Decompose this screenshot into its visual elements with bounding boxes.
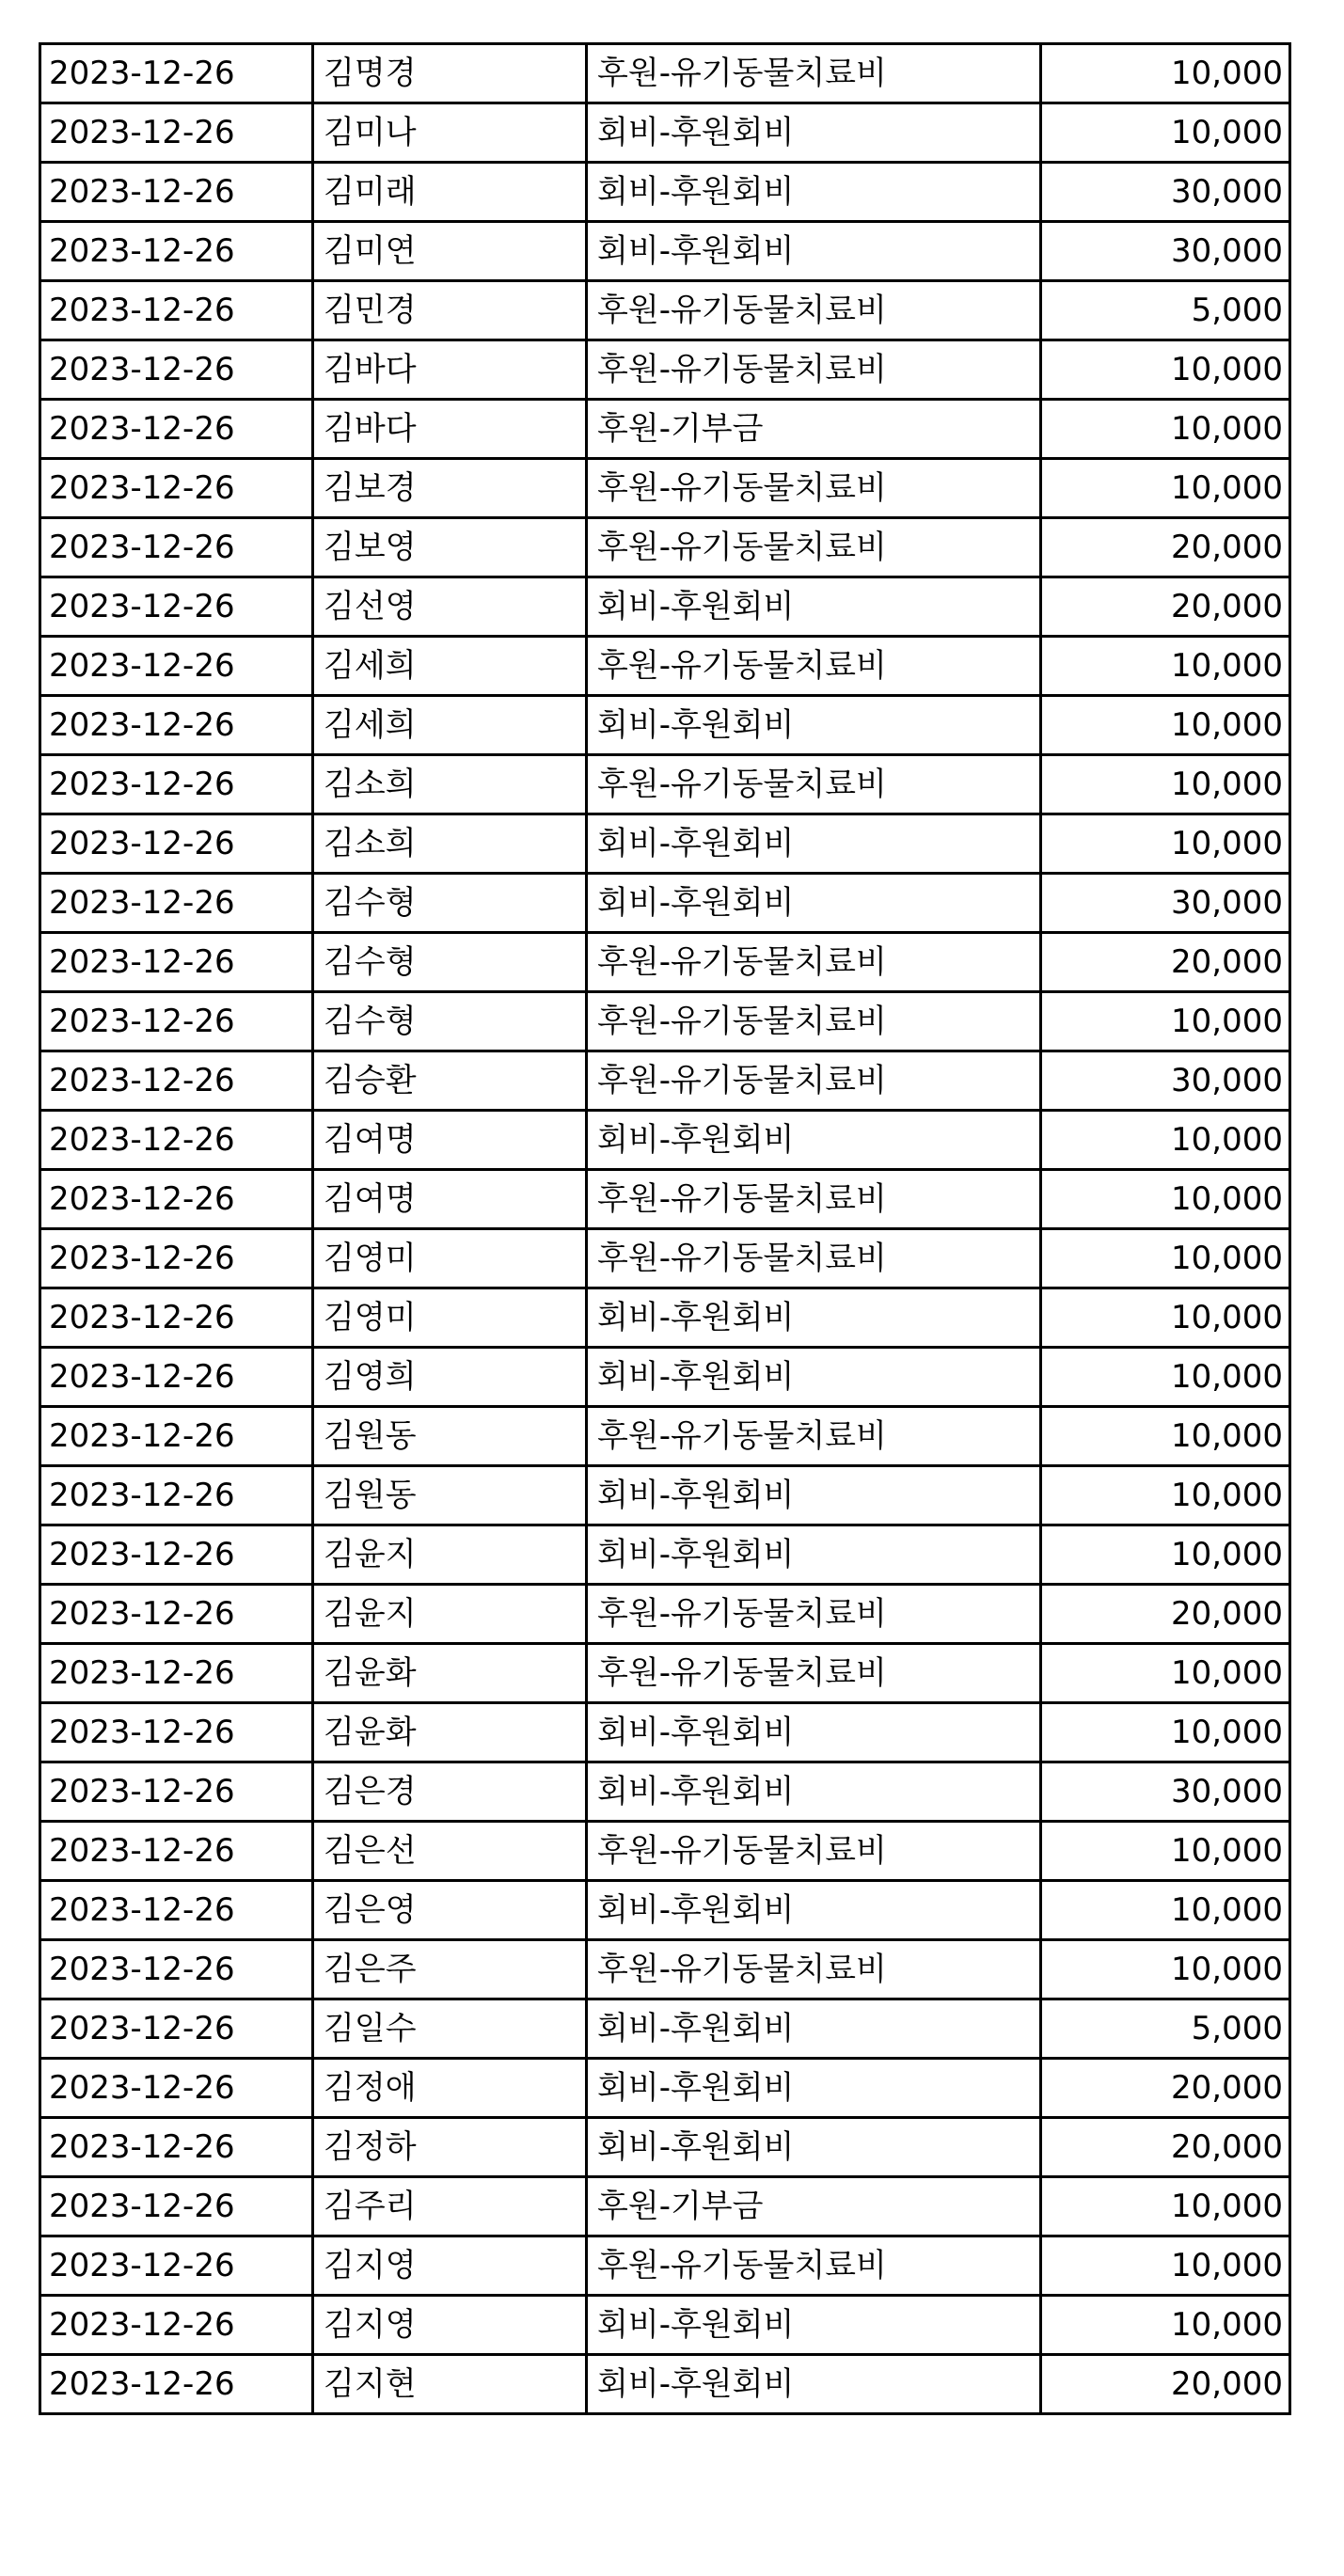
table-row xyxy=(40,1407,1290,1466)
category-cell: 후원-유기동물치료비 xyxy=(587,2236,1041,2296)
donor-name-cell: 김윤지 xyxy=(313,1585,587,1644)
date-cell: 2023-12-26 xyxy=(40,2118,313,2177)
table-row xyxy=(40,1703,1290,1762)
date-cell: 2023-12-26 xyxy=(40,1525,313,1585)
table-row xyxy=(40,459,1290,518)
table-row xyxy=(40,2177,1290,2236)
donor-name-cell: 김일수 xyxy=(313,1999,587,2059)
table-row xyxy=(40,2296,1290,2355)
donor-name-cell: 김미나 xyxy=(313,103,587,163)
date-cell: 2023-12-26 xyxy=(40,874,313,933)
amount-cell: 10,000 xyxy=(1041,2296,1290,2355)
date-cell: 2023-12-26 xyxy=(40,281,313,340)
amount-cell: 5,000 xyxy=(1041,281,1290,340)
date-cell: 2023-12-26 xyxy=(40,992,313,1051)
donor-name-cell: 김소희 xyxy=(313,755,587,814)
table-row xyxy=(40,281,1290,340)
table-row xyxy=(40,755,1290,814)
date-cell: 2023-12-26 xyxy=(40,814,313,874)
table-row xyxy=(40,1288,1290,1348)
donor-name-cell: 김수형 xyxy=(313,992,587,1051)
table-row xyxy=(40,1881,1290,1940)
table-row xyxy=(40,874,1290,933)
table-row xyxy=(40,163,1290,222)
category-cell: 회비-후원회비 xyxy=(587,814,1041,874)
donor-name-cell: 김지영 xyxy=(313,2296,587,2355)
amount-cell: 30,000 xyxy=(1041,874,1290,933)
amount-cell: 10,000 xyxy=(1041,1703,1290,1762)
date-cell: 2023-12-26 xyxy=(40,163,313,222)
donor-name-cell: 김여명 xyxy=(313,1111,587,1170)
date-cell: 2023-12-26 xyxy=(40,340,313,400)
category-cell: 회비-후원회비 xyxy=(587,103,1041,163)
date-cell: 2023-12-26 xyxy=(40,1051,313,1111)
table-row xyxy=(40,400,1290,459)
table-row xyxy=(40,2118,1290,2177)
category-cell: 후원-유기동물치료비 xyxy=(587,518,1041,577)
table-row xyxy=(40,2355,1290,2414)
date-cell: 2023-12-26 xyxy=(40,637,313,696)
category-cell: 후원-기부금 xyxy=(587,2177,1041,2236)
date-cell: 2023-12-26 xyxy=(40,1170,313,1229)
date-cell: 2023-12-26 xyxy=(40,2177,313,2236)
table-row xyxy=(40,1466,1290,1525)
amount-cell: 10,000 xyxy=(1041,1822,1290,1881)
date-cell: 2023-12-26 xyxy=(40,222,313,281)
category-cell: 후원-유기동물치료비 xyxy=(587,637,1041,696)
donor-name-cell: 김정애 xyxy=(313,2059,587,2118)
date-cell: 2023-12-26 xyxy=(40,1762,313,1822)
donor-name-cell: 김은영 xyxy=(313,1881,587,1940)
table-row xyxy=(40,44,1290,103)
category-cell: 후원-유기동물치료비 xyxy=(587,1644,1041,1703)
date-cell: 2023-12-26 xyxy=(40,2355,313,2414)
category-cell: 후원-유기동물치료비 xyxy=(587,44,1041,103)
amount-cell: 20,000 xyxy=(1041,2059,1290,2118)
table-row xyxy=(40,1051,1290,1111)
amount-cell: 10,000 xyxy=(1041,1111,1290,1170)
amount-cell: 10,000 xyxy=(1041,2236,1290,2296)
table-row xyxy=(40,103,1290,163)
amount-cell: 10,000 xyxy=(1041,637,1290,696)
category-cell: 후원-유기동물치료비 xyxy=(587,459,1041,518)
table-row xyxy=(40,1940,1290,1999)
donor-name-cell: 김소희 xyxy=(313,814,587,874)
date-cell: 2023-12-26 xyxy=(40,518,313,577)
donor-name-cell: 김바다 xyxy=(313,400,587,459)
category-cell: 후원-유기동물치료비 xyxy=(587,933,1041,992)
date-cell: 2023-12-26 xyxy=(40,44,313,103)
amount-cell: 10,000 xyxy=(1041,103,1290,163)
donor-name-cell: 김미래 xyxy=(313,163,587,222)
donor-name-cell: 김보경 xyxy=(313,459,587,518)
category-cell: 후원-유기동물치료비 xyxy=(587,1822,1041,1881)
category-cell: 회비-후원회비 xyxy=(587,1466,1041,1525)
category-cell: 후원-유기동물치료비 xyxy=(587,755,1041,814)
donor-name-cell: 김미연 xyxy=(313,222,587,281)
amount-cell: 20,000 xyxy=(1041,577,1290,637)
table-row xyxy=(40,1229,1290,1288)
date-cell: 2023-12-26 xyxy=(40,1644,313,1703)
amount-cell: 10,000 xyxy=(1041,1288,1290,1348)
amount-cell: 20,000 xyxy=(1041,2118,1290,2177)
donor-name-cell: 김은경 xyxy=(313,1762,587,1822)
amount-cell: 10,000 xyxy=(1041,44,1290,103)
amount-cell: 10,000 xyxy=(1041,1348,1290,1407)
date-cell: 2023-12-26 xyxy=(40,400,313,459)
donor-name-cell: 김세희 xyxy=(313,637,587,696)
amount-cell: 10,000 xyxy=(1041,1881,1290,1940)
category-cell: 회비-후원회비 xyxy=(587,1881,1041,1940)
category-cell: 회비-후원회비 xyxy=(587,163,1041,222)
donor-name-cell: 김민경 xyxy=(313,281,587,340)
table-row xyxy=(40,1644,1290,1703)
category-cell: 회비-후원회비 xyxy=(587,1111,1041,1170)
table-row xyxy=(40,2059,1290,2118)
donor-name-cell: 김여명 xyxy=(313,1170,587,1229)
date-cell: 2023-12-26 xyxy=(40,103,313,163)
category-cell: 회비-후원회비 xyxy=(587,1999,1041,2059)
amount-cell: 10,000 xyxy=(1041,1644,1290,1703)
date-cell: 2023-12-26 xyxy=(40,2236,313,2296)
amount-cell: 10,000 xyxy=(1041,2177,1290,2236)
amount-cell: 10,000 xyxy=(1041,1466,1290,1525)
amount-cell: 20,000 xyxy=(1041,518,1290,577)
table-row xyxy=(40,992,1290,1051)
category-cell: 후원-유기동물치료비 xyxy=(587,992,1041,1051)
category-cell: 후원-유기동물치료비 xyxy=(587,1170,1041,1229)
amount-cell: 10,000 xyxy=(1041,400,1290,459)
amount-cell: 20,000 xyxy=(1041,1585,1290,1644)
donor-name-cell: 김윤화 xyxy=(313,1644,587,1703)
date-cell: 2023-12-26 xyxy=(40,933,313,992)
donor-name-cell: 김영미 xyxy=(313,1288,587,1348)
category-cell: 회비-후원회비 xyxy=(587,874,1041,933)
category-cell: 후원-유기동물치료비 xyxy=(587,1585,1041,1644)
date-cell: 2023-12-26 xyxy=(40,1822,313,1881)
date-cell: 2023-12-26 xyxy=(40,577,313,637)
donor-name-cell: 김윤화 xyxy=(313,1703,587,1762)
table-row xyxy=(40,2236,1290,2296)
donor-name-cell: 김지영 xyxy=(313,2236,587,2296)
donor-name-cell: 김윤지 xyxy=(313,1525,587,1585)
amount-cell: 10,000 xyxy=(1041,1407,1290,1466)
table-row xyxy=(40,696,1290,755)
amount-cell: 5,000 xyxy=(1041,1999,1290,2059)
donor-name-cell: 김승환 xyxy=(313,1051,587,1111)
donor-name-cell: 김보영 xyxy=(313,518,587,577)
date-cell: 2023-12-26 xyxy=(40,1466,313,1525)
table-row xyxy=(40,1999,1290,2059)
date-cell: 2023-12-26 xyxy=(40,1288,313,1348)
date-cell: 2023-12-26 xyxy=(40,755,313,814)
amount-cell: 10,000 xyxy=(1041,814,1290,874)
donor-name-cell: 김원동 xyxy=(313,1407,587,1466)
date-cell: 2023-12-26 xyxy=(40,1940,313,1999)
category-cell: 회비-후원회비 xyxy=(587,2355,1041,2414)
amount-cell: 30,000 xyxy=(1041,1762,1290,1822)
donor-name-cell: 김영희 xyxy=(313,1348,587,1407)
amount-cell: 10,000 xyxy=(1041,1525,1290,1585)
date-cell: 2023-12-26 xyxy=(40,1407,313,1466)
amount-cell: 10,000 xyxy=(1041,459,1290,518)
date-cell: 2023-12-26 xyxy=(40,696,313,755)
donation-ledger-table xyxy=(39,42,1291,2415)
date-cell: 2023-12-26 xyxy=(40,2296,313,2355)
date-cell: 2023-12-26 xyxy=(40,1703,313,1762)
donor-name-cell: 김명경 xyxy=(313,44,587,103)
category-cell: 회비-후원회비 xyxy=(587,577,1041,637)
amount-cell: 30,000 xyxy=(1041,163,1290,222)
amount-cell: 20,000 xyxy=(1041,933,1290,992)
table-row xyxy=(40,1348,1290,1407)
amount-cell: 10,000 xyxy=(1041,340,1290,400)
category-cell: 회비-후원회비 xyxy=(587,1288,1041,1348)
category-cell: 회비-후원회비 xyxy=(587,696,1041,755)
category-cell: 회비-후원회비 xyxy=(587,2296,1041,2355)
table-row xyxy=(40,814,1290,874)
donor-name-cell: 김세희 xyxy=(313,696,587,755)
date-cell: 2023-12-26 xyxy=(40,459,313,518)
category-cell: 회비-후원회비 xyxy=(587,1703,1041,1762)
donor-name-cell: 김원동 xyxy=(313,1466,587,1525)
table-row xyxy=(40,1111,1290,1170)
amount-cell: 30,000 xyxy=(1041,222,1290,281)
donor-name-cell: 김정하 xyxy=(313,2118,587,2177)
category-cell: 후원-기부금 xyxy=(587,400,1041,459)
donor-name-cell: 김은선 xyxy=(313,1822,587,1881)
date-cell: 2023-12-26 xyxy=(40,1111,313,1170)
donor-name-cell: 김지현 xyxy=(313,2355,587,2414)
table-row xyxy=(40,518,1290,577)
category-cell: 후원-유기동물치료비 xyxy=(587,1940,1041,1999)
date-cell: 2023-12-26 xyxy=(40,2059,313,2118)
amount-cell: 30,000 xyxy=(1041,1051,1290,1111)
amount-cell: 10,000 xyxy=(1041,992,1290,1051)
donor-name-cell: 김바다 xyxy=(313,340,587,400)
date-cell: 2023-12-26 xyxy=(40,1229,313,1288)
category-cell: 회비-후원회비 xyxy=(587,1762,1041,1822)
date-cell: 2023-12-26 xyxy=(40,1348,313,1407)
category-cell: 후원-유기동물치료비 xyxy=(587,281,1041,340)
donor-name-cell: 김수형 xyxy=(313,874,587,933)
category-cell: 회비-후원회비 xyxy=(587,222,1041,281)
date-cell: 2023-12-26 xyxy=(40,1585,313,1644)
category-cell: 회비-후원회비 xyxy=(587,2059,1041,2118)
donor-name-cell: 김영미 xyxy=(313,1229,587,1288)
amount-cell: 10,000 xyxy=(1041,1229,1290,1288)
donor-name-cell: 김은주 xyxy=(313,1940,587,1999)
category-cell: 후원-유기동물치료비 xyxy=(587,340,1041,400)
amount-cell: 10,000 xyxy=(1041,1940,1290,1999)
category-cell: 회비-후원회비 xyxy=(587,1348,1041,1407)
donor-name-cell: 김주리 xyxy=(313,2177,587,2236)
amount-cell: 20,000 xyxy=(1041,2355,1290,2414)
category-cell: 회비-후원회비 xyxy=(587,1525,1041,1585)
table-row xyxy=(40,222,1290,281)
table-row xyxy=(40,1170,1290,1229)
category-cell: 후원-유기동물치료비 xyxy=(587,1229,1041,1288)
ledger-body xyxy=(40,44,1290,2414)
table-row xyxy=(40,1525,1290,1585)
category-cell: 후원-유기동물치료비 xyxy=(587,1051,1041,1111)
table-row xyxy=(40,1585,1290,1644)
category-cell: 후원-유기동물치료비 xyxy=(587,1407,1041,1466)
amount-cell: 10,000 xyxy=(1041,1170,1290,1229)
amount-cell: 10,000 xyxy=(1041,696,1290,755)
table-row xyxy=(40,1762,1290,1822)
date-cell: 2023-12-26 xyxy=(40,1999,313,2059)
table-row xyxy=(40,933,1290,992)
table-row xyxy=(40,637,1290,696)
donor-name-cell: 김선영 xyxy=(313,577,587,637)
table-row xyxy=(40,1822,1290,1881)
amount-cell: 10,000 xyxy=(1041,755,1290,814)
donor-name-cell: 김수형 xyxy=(313,933,587,992)
date-cell: 2023-12-26 xyxy=(40,1881,313,1940)
category-cell: 회비-후원회비 xyxy=(587,2118,1041,2177)
table-row xyxy=(40,340,1290,400)
table-row xyxy=(40,577,1290,637)
